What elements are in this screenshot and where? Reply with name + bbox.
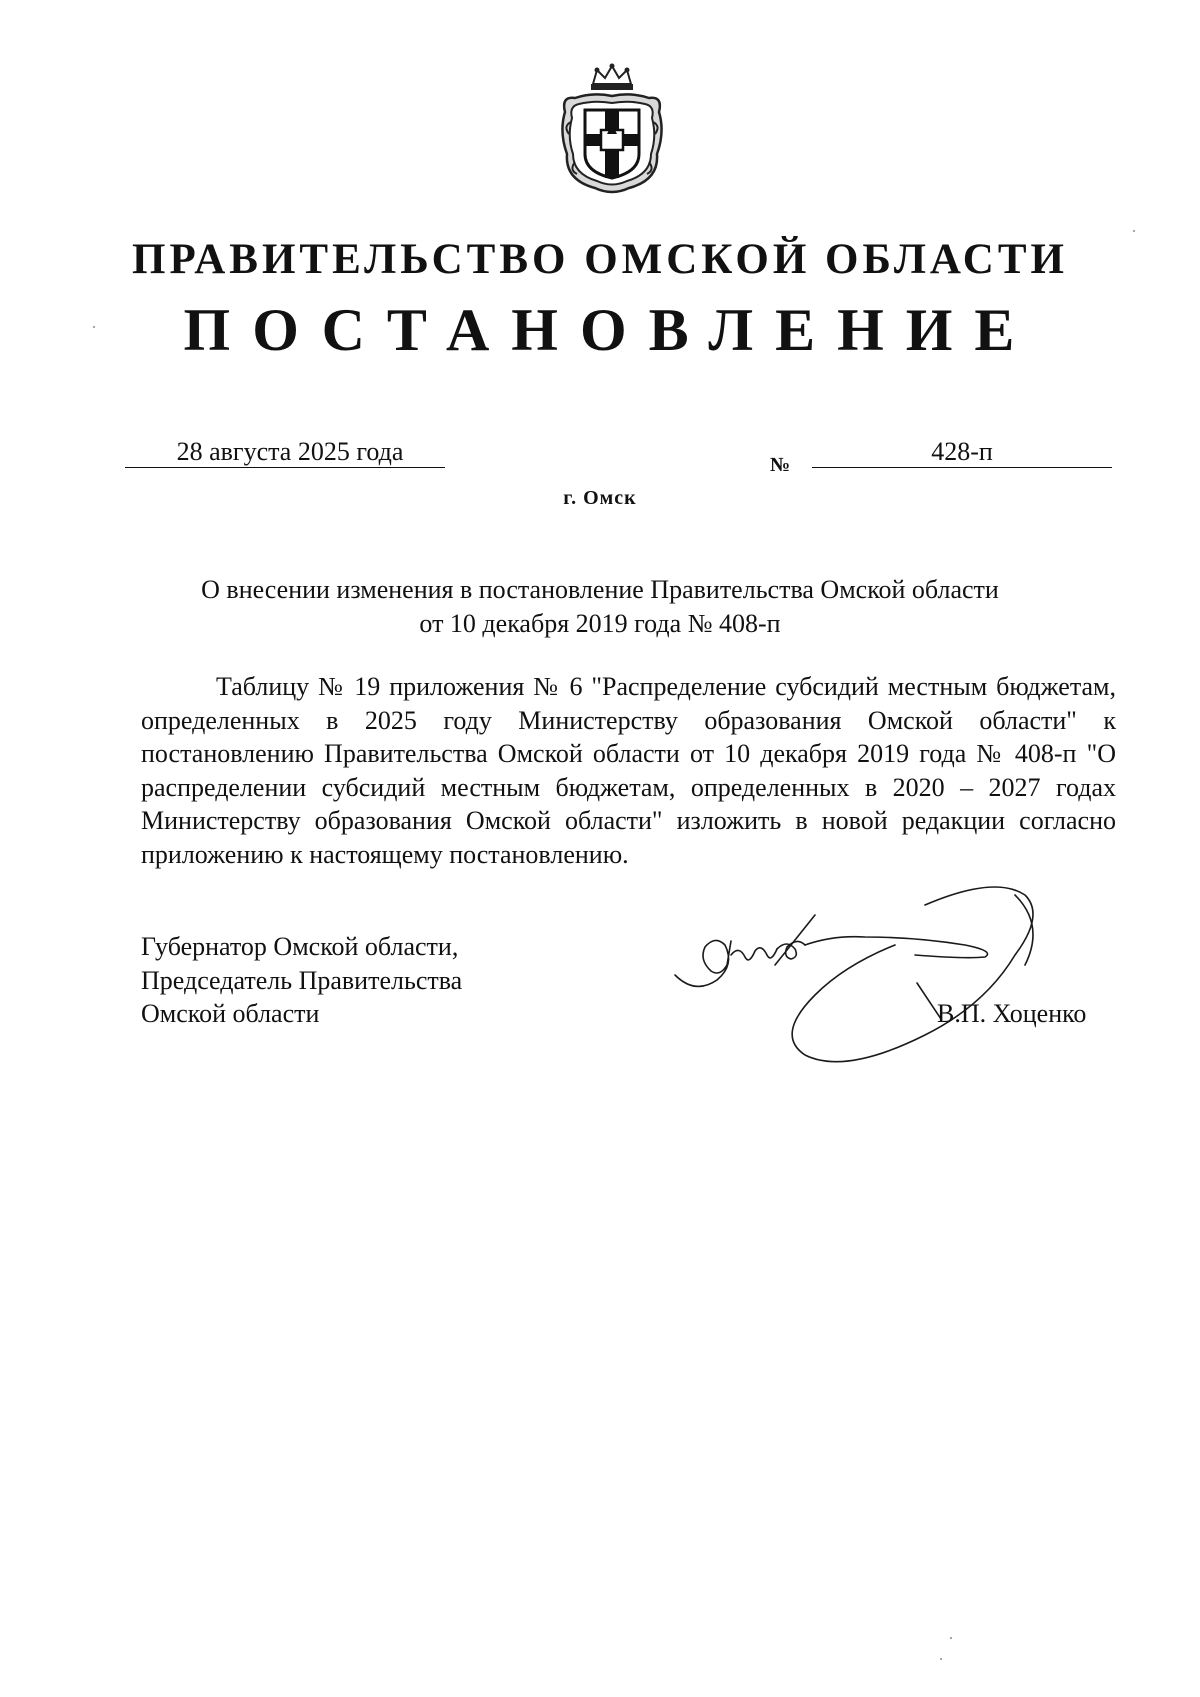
signer-title <box>141 930 462 1031</box>
city-label: г. Омск <box>563 487 637 509</box>
scan-speck <box>950 1637 952 1639</box>
document-subject <box>120 573 1080 641</box>
body-paragraph: Таблицу № 19 приложения № 6 "Распределение субсидий местным бюджетам, определенных в 2025 году Министерству образования Омской области" к постановлению Правительства Омской области от 10 декабря 2019 года № 408-п "О распределении субсидий местным бюджетам, определенных в 2020 – 2027 годах Министерству образования Омской области" изложить в новой редакции согласно приложению к настоящему постановлению. <box>141 672 1116 869</box>
subject-line: О внесении изменения в постановление Правительства Омской области <box>201 575 999 604</box>
scan-speck <box>940 1658 942 1660</box>
number-sign: № <box>770 454 791 476</box>
organization-title: ПРАВИТЕЛЬСТВО ОМСКОЙ ОБЛАСТИ <box>132 236 1068 283</box>
document-type-heading: ПОСТАНОВЛЕНИЕ <box>183 297 1037 363</box>
subject-line: от 10 декабря 2019 года № 408-п <box>419 609 781 638</box>
scan-speck <box>1133 230 1135 232</box>
document-number: 428-п <box>812 437 1112 468</box>
signer-title-line: Председатель Правительства <box>141 965 463 995</box>
signer-name: В.П. Хоценко <box>937 999 1087 1028</box>
document-date: 28 августа 2025 года <box>125 437 445 468</box>
scan-speck <box>93 326 95 328</box>
omsk-region-coat-of-arms-icon <box>555 62 670 197</box>
signer-title-line: Губернатор Омской области, <box>141 932 459 961</box>
handwritten-signature-icon <box>665 885 1105 1085</box>
signer-title-line: Омской области <box>141 999 320 1028</box>
